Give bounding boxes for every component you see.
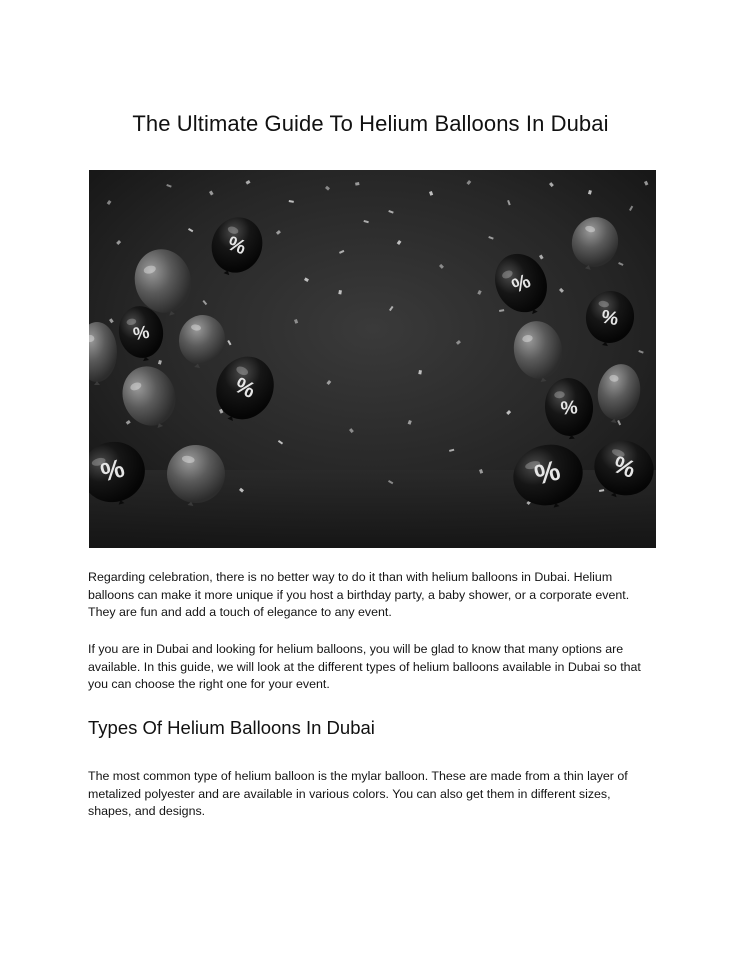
balloon-percent-symbol: %	[231, 372, 260, 404]
section-heading: Types Of Helium Balloons In Dubai	[88, 717, 375, 738]
balloon-percent-symbol: %	[97, 452, 128, 488]
balloon-percent-symbol: %	[224, 232, 249, 260]
balloon-percent-symbol: %	[508, 270, 535, 298]
mylar-paragraph: The most common type of helium balloon is the mylar balloon. These are made from a thin layer of metalized polyester and are available in various colors. You can also get them in different sizes, shapes, and designs.	[88, 769, 628, 818]
balloon-percent-symbol: %	[609, 451, 639, 484]
balloon-percent-symbol: %	[559, 397, 579, 420]
balloon-percent-symbol: %	[599, 306, 620, 331]
hero-image	[89, 170, 656, 548]
balloon-percent-symbol: %	[131, 321, 151, 345]
guide-paragraph: If you are in Dubai and looking for helium balloons, you will be glad to know that many options are available. In this guide, we will look at the different types of helium balloons available in Dubai so that you can choose the right one for your event.	[88, 642, 641, 691]
intro-paragraph: Regarding celebration, there is no better way to do it than with helium balloons in Dubai. Helium balloons can make it more unique if you host a birthday party, a baby shower, or a corporate event. They are fun and add a touch of elegance to any event.	[88, 570, 630, 619]
page-title: The Ultimate Guide To Helium Balloons In Dubai	[132, 111, 609, 136]
balloon-percent-symbol: %	[531, 454, 564, 491]
